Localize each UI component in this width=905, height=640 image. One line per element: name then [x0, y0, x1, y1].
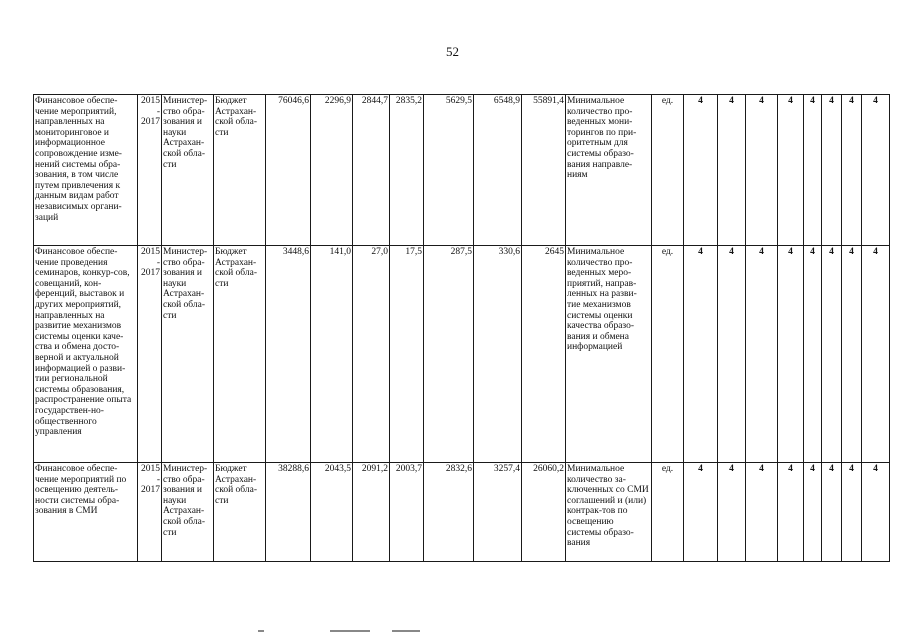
- indicator-name: Минимальное количество про-веденных меро-приятий, направ-ленных на разви-тие механизмов системы оценки качества образо-вания и обмена информацией: [566, 246, 652, 463]
- value-cell: 26060,2: [522, 463, 566, 562]
- unit: ед.: [652, 246, 684, 463]
- target-value: 4: [804, 246, 822, 463]
- value-cell: 2296,9: [311, 95, 353, 246]
- value-cell: 2832,6: [424, 463, 474, 562]
- target-value: 4: [746, 95, 778, 246]
- table-row: [34, 246, 890, 463]
- target-value: 4: [862, 246, 890, 463]
- activity-name: Финансовое обеспе-чение мероприятий по освещению деятель-ности системы обра-зования в СМИ: [34, 463, 138, 562]
- target-value: 4: [804, 95, 822, 246]
- program-table: [33, 94, 890, 562]
- target-value: 4: [684, 95, 718, 246]
- scan-artifact-mark: [258, 630, 264, 632]
- target-value: 4: [746, 463, 778, 562]
- target-value: 4: [822, 246, 842, 463]
- activity-name: Финансовое обеспе-чение проведения семинаров, конкур-сов, совещаний, кон-ференций, выставок и других мероприятий, направленных на развитие механизмов системы оценки каче-ства и обмена досто-верной и актуальной информацией о разви-тии региональной системы образования, распространение опыта государствен-но-общественного управления: [34, 246, 138, 463]
- target-value: 4: [778, 95, 804, 246]
- target-value: 4: [684, 463, 718, 562]
- value-cell: 27,0: [353, 246, 390, 463]
- executor: Министер-ство обра-зования и науки Астрахан-ской обла-сти: [162, 463, 214, 562]
- value-cell: 2003,7: [390, 463, 424, 562]
- activity-name: Финансовое обеспе-чение мероприятий, направленных на мониторинговое и информационное сопровождение изме-нений системы обра-зования, в том числе путем привлечения к данным видам работ независимых органи-заций: [34, 95, 138, 246]
- period-years: 2015 - 2017: [138, 246, 162, 463]
- scan-artifact-mark: [330, 630, 370, 632]
- value-cell: 5629,5: [424, 95, 474, 246]
- value-cell: 2645: [522, 246, 566, 463]
- executor: Министер-ство обра-зования и науки Астрахан-ской обла-сти: [162, 95, 214, 246]
- target-value: 4: [842, 463, 862, 562]
- target-value: 4: [822, 95, 842, 246]
- page-number: 52: [446, 44, 459, 59]
- target-value: 4: [804, 463, 822, 562]
- target-value: 4: [684, 246, 718, 463]
- value-cell: 2835,2: [390, 95, 424, 246]
- indicator-name: Минимальное количество за-ключенных со СМИ соглашений и (или) контрак-тов по освещению системы образо-вания: [566, 463, 652, 562]
- unit: ед.: [652, 463, 684, 562]
- target-value: 4: [862, 95, 890, 246]
- target-value: 4: [842, 246, 862, 463]
- target-value: 4: [746, 246, 778, 463]
- value-cell: 2091,2: [353, 463, 390, 562]
- target-value: 4: [718, 463, 746, 562]
- target-value: 4: [862, 463, 890, 562]
- unit: ед.: [652, 95, 684, 246]
- value-cell: 287,5: [424, 246, 474, 463]
- funding-source: Бюджет Астрахан-ской обла-сти: [214, 246, 266, 463]
- target-value: 4: [718, 246, 746, 463]
- table-row: [34, 95, 890, 246]
- value-cell: 141,0: [311, 246, 353, 463]
- value-cell: 2043,5: [311, 463, 353, 562]
- target-value: 4: [822, 463, 842, 562]
- value-total: 38288,6: [266, 463, 311, 562]
- executor: Министер-ство обра-зования и науки Астрахан-ской обла-сти: [162, 246, 214, 463]
- value-cell: 2844,7: [353, 95, 390, 246]
- value-total: 76046,6: [266, 95, 311, 246]
- target-value: 4: [778, 246, 804, 463]
- target-value: 4: [842, 95, 862, 246]
- value-cell: 330,6: [474, 246, 522, 463]
- target-value: 4: [778, 463, 804, 562]
- indicator-name: Минимальное количество про-веденных мони-торингов по при-оритетным для системы образо-вания направле-ниям: [566, 95, 652, 246]
- value-cell: 17,5: [390, 246, 424, 463]
- table-row: [34, 463, 890, 562]
- period-years: 2015 - 2017: [138, 463, 162, 562]
- period-years: 2015 - 2017: [138, 95, 162, 246]
- value-cell: 3257,4: [474, 463, 522, 562]
- value-cell: 55891,4: [522, 95, 566, 246]
- value-total: 3448,6: [266, 246, 311, 463]
- funding-source: Бюджет Астрахан-ской обла-сти: [214, 463, 266, 562]
- funding-source: Бюджет Астрахан-ской обла-сти: [214, 95, 266, 246]
- target-value: 4: [718, 95, 746, 246]
- scan-artifact-mark: [392, 630, 420, 632]
- value-cell: 6548,9: [474, 95, 522, 246]
